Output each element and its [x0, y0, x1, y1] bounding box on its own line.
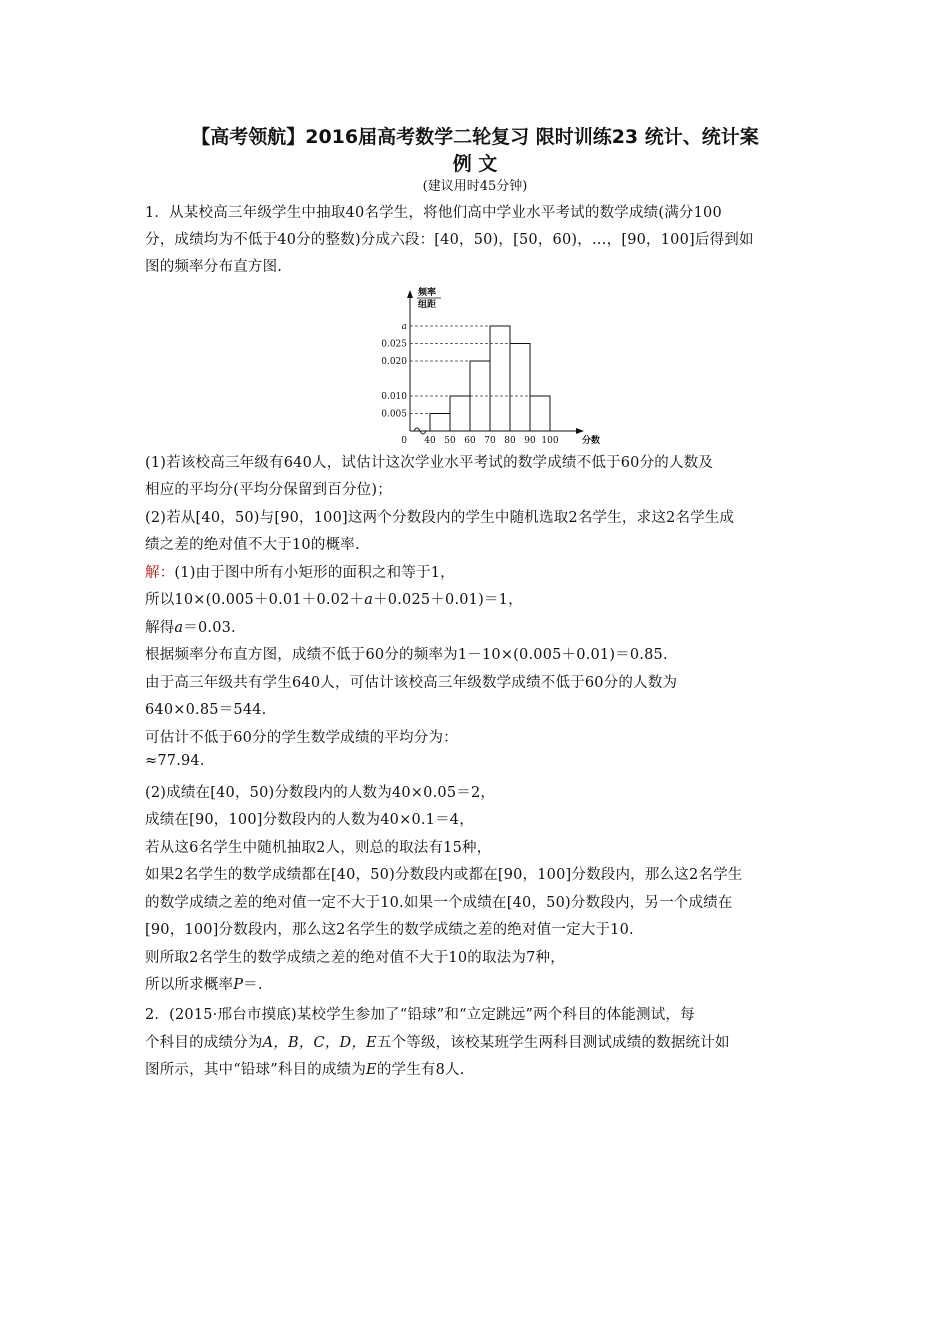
solution-text: ＝0.03.	[183, 620, 236, 636]
time-suggestion: (建议用时45分钟)	[422, 179, 528, 194]
x-tick-label: 40	[424, 436, 436, 446]
solution-line-11: 若从这6名学生中随机抽取2人，则总的取法有15种，	[145, 840, 492, 856]
q2-text: 的学生有8人.	[376, 1062, 465, 1078]
solution-text: 所以所求概率	[145, 977, 234, 993]
x-axis-label: 分数	[582, 436, 601, 446]
q1-part1-line-2: 相应的平均分(平均分保留到百分位)；	[145, 482, 392, 498]
solution-text: 解得	[145, 620, 175, 636]
histogram-bar	[510, 344, 530, 432]
origin-label: 0	[401, 436, 407, 446]
solution-line-16	[145, 973, 263, 994]
solution-line-1	[145, 561, 455, 582]
x-tick-label: 60	[464, 436, 476, 446]
solution-line-2	[145, 588, 523, 609]
y-tick-label: 0.010	[381, 392, 407, 402]
q2-line-2	[145, 1031, 730, 1052]
y-tick-label: 0.020	[381, 357, 407, 367]
variable-e: E	[366, 1062, 377, 1078]
y-axis-arrow	[407, 290, 413, 298]
solution-text: ＝.	[243, 977, 263, 993]
y-tick-label: 0.005	[381, 409, 407, 420]
solution-line-5: 由于高三年级共有学生640人，可估计该校高三年级数学成绩不低于60分的人数为	[145, 675, 678, 691]
title-line-2: 例 文	[452, 153, 498, 175]
solution-text: (1)由于图中所有小矩形的面积之和等于1，	[174, 565, 455, 581]
x-tick-label: 100	[541, 436, 559, 446]
solution-line-14: [90，100]分数段内，那么这2名学生的数学成绩之差的绝对值一定大于10.	[145, 922, 634, 938]
y-tick-label: a	[401, 322, 407, 332]
variable-a: a	[364, 592, 374, 608]
x-tick-label: 80	[504, 436, 516, 446]
y-axis-label-denominator: 组距	[418, 300, 437, 310]
histogram-bar	[490, 326, 510, 431]
grade-variables: A，B，C，D，E	[262, 1035, 377, 1051]
solution-line-6: 640×0.85＝544.	[145, 702, 267, 718]
q1-part2-line-2: 绩之差的绝对值不大于10的概率.	[145, 537, 360, 553]
variable-a: a	[174, 620, 184, 636]
solution-line-12: 如果2名学生的数学成绩都在[40，50)分数段内或都在[90，100]分数段内，那么这2名学生	[145, 867, 743, 883]
solution-text: 所以10×(0.005＋0.01＋0.02＋	[145, 592, 365, 608]
solution-line-8: ≈77.94.	[145, 753, 205, 769]
q1-line-1: 1．从某校高三年级学生中抽取40名学生，将他们高中学业水平考试的数学成绩(满分100	[145, 205, 722, 221]
x-axis-arrow	[576, 428, 584, 434]
solution-line-7: 可估计不低于60分的学生数学成绩的平均分为：	[145, 730, 458, 746]
histogram-bar	[450, 396, 470, 431]
solution-line-4: 根据频率分布直方图，成绩不低于60分的频率为1－10×(0.005＋0.01)＝0.85.	[145, 647, 668, 663]
variable-p: P	[233, 977, 244, 993]
histogram-bar	[530, 396, 550, 431]
solution-line-15: 则所取2名学生的数学成绩之差的绝对值不大于10的取法为7种，	[145, 950, 565, 966]
q1-part1-line-1: (1)若该校高三年级有640人，试估计这次学业水平考试的数学成绩不低于60分的人数及	[145, 455, 714, 471]
y-tick-label: 0.025	[381, 339, 407, 350]
x-tick-label: 90	[524, 436, 536, 446]
solution-line-9: (2)成绩在[40，50)分数段内的人数为40×0.05＝2，	[145, 785, 496, 801]
x-tick-label: 50	[444, 436, 456, 446]
q2-line-3	[145, 1058, 465, 1079]
document-title	[120, 124, 830, 178]
q2-line-1: 2．(2015·邢台市摸底)某校学生参加了“铅球”和“立定跳远”两个科目的体能测试，每	[145, 1007, 695, 1023]
q2-text: 个科目的成绩分为	[145, 1035, 263, 1051]
x-tick-label: 70	[484, 436, 496, 446]
frequency-histogram	[360, 286, 601, 446]
solution-text: ＋0.025＋0.01)＝1，	[373, 592, 523, 608]
q2-text: 五个等级，该校某班学生两科目测试成绩的数据统计如	[376, 1035, 730, 1051]
q1-line-3: 图的频率分布直方图.	[145, 259, 283, 275]
q2-text: 图所示，其中“铅球”科目的成绩为	[145, 1062, 367, 1078]
solution-line-3	[145, 616, 236, 637]
q1-line-2: 分，成绩均为不低于40分的整数)分成六段：[40，50)，[50，60)，…，[90，100]后得到如	[145, 232, 754, 248]
solution-line-10: 成绩在[90，100]分数段内的人数为40×0.1＝4，	[145, 812, 474, 828]
q1-part2-line-1: (2)若从[40，50)与[90，100]这两个分数段内的学生中随机选取2名学生，求这2名学生成	[145, 510, 735, 526]
title-line-1: 【高考领航】2016届高考数学二轮复习 限时训练23 统计、统计案	[191, 126, 759, 148]
y-axis-label-numerator: 频率	[418, 288, 437, 298]
solution-label: 解：	[145, 565, 175, 581]
histogram-bar	[430, 414, 450, 432]
solution-line-13: 的数学成绩之差的绝对值一定不大于10.如果一个成绩在[40，50)分数段内，另一个成绩在	[145, 895, 733, 911]
